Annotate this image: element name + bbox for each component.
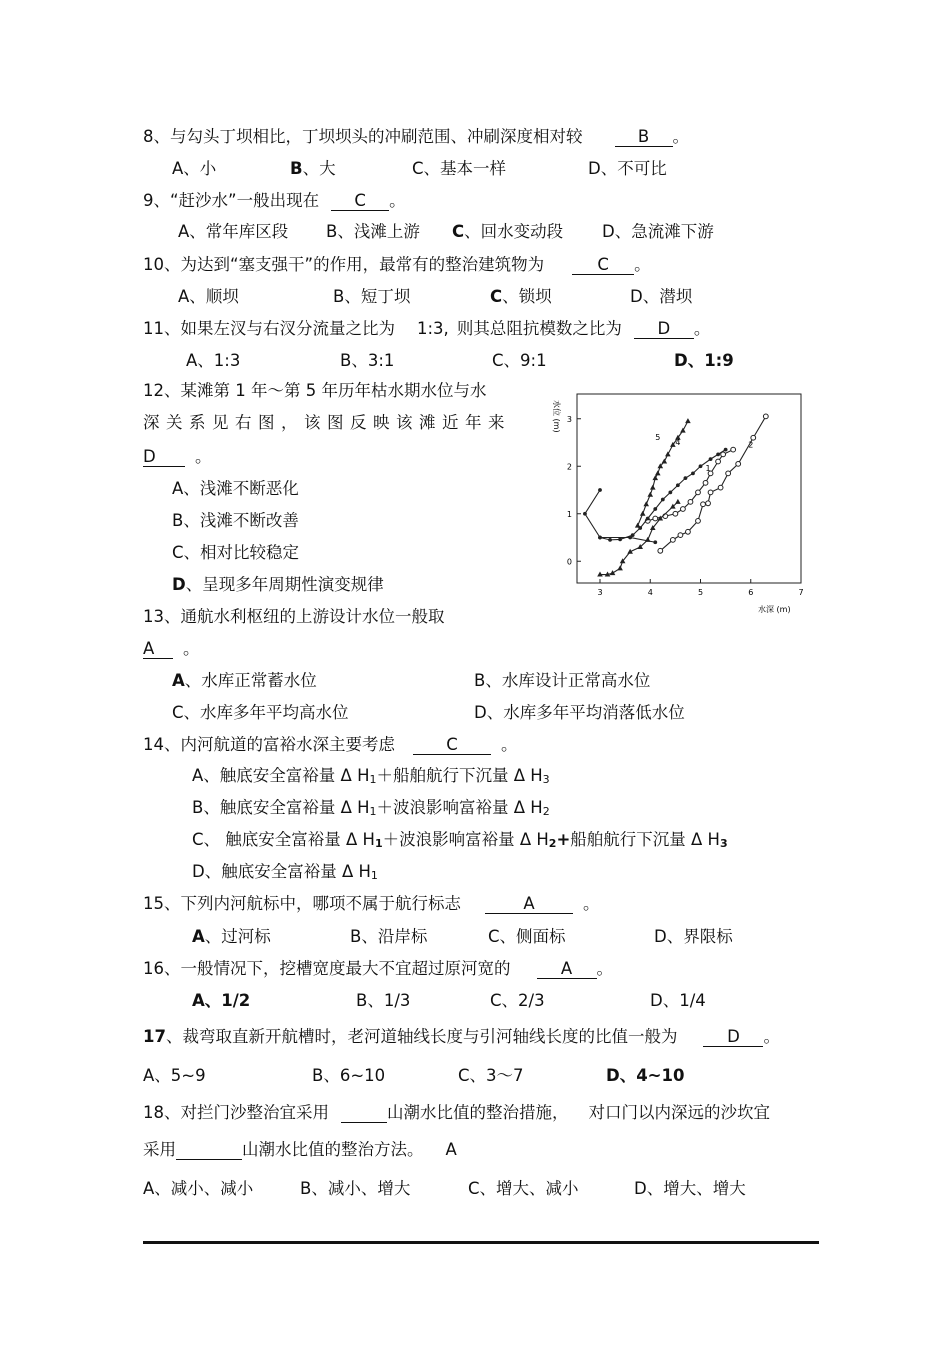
x-tick-label-4: 4: [647, 588, 653, 597]
series-3-line: [600, 502, 678, 575]
q11-option-d: D、1:9: [674, 351, 734, 370]
series-4-point: [646, 517, 650, 521]
series-1-point: [731, 447, 736, 452]
q12-option-c: C、相对比较稳定: [172, 543, 300, 562]
series-2-point: [670, 537, 675, 542]
q8-stem: [143, 126, 689, 148]
q14-option-a: A、触底安全富裕量 Δ $H_1+$船舶航行下沉量 Δ $H_3$: [192, 766, 550, 786]
q17-option-c: C、3～7: [458, 1066, 524, 1085]
series-5-point: [650, 485, 656, 490]
series-1-point: [716, 459, 721, 464]
series-2-point: [706, 501, 711, 506]
series-2-point: [678, 533, 683, 538]
series-extra-5-point: [598, 536, 602, 540]
q8-answer: B: [615, 128, 673, 147]
q14-option-c: C、 触底安全富裕量 Δ $H_1+$波浪影响富裕量 Δ $H_2+$船舶航行下沉量 Δ $H_3$: [192, 830, 728, 850]
q8-option-b: B、大: [290, 159, 336, 178]
q12-answer: D: [143, 448, 185, 467]
q14-stem: 14、内河航道的富裕水深主要考虑 C 。: [143, 735, 518, 754]
footer-rule: [143, 1241, 819, 1244]
q10-answer: C: [572, 256, 634, 275]
q11-option-a: A、1:3: [186, 351, 241, 370]
q18-line2: 采用 山潮水比值的整治方法。 A: [143, 1140, 457, 1159]
water-level-depth-chart: [540, 388, 820, 623]
q15-answer: A: [485, 895, 573, 914]
series-1-point: [653, 516, 658, 521]
series-2-point: [736, 461, 741, 466]
series-4-point: [653, 507, 657, 511]
series-4-point: [699, 464, 703, 468]
q8-option-a: A、小: [172, 159, 217, 178]
series-4-point: [724, 448, 728, 452]
series-extra-5-point: [653, 540, 657, 544]
q13-option-d: D、水库多年平均消落低水位: [474, 703, 685, 722]
q13-option-c: C、水库多年平均高水位: [172, 703, 349, 722]
series-1-point: [673, 511, 678, 516]
q11-stem: 11、如果左汊与右汊分流量之比为 1:3, 则其总阻抗模数之比为 D 。: [143, 319, 711, 338]
series-1-point: [696, 490, 701, 495]
q10-option-a: A、顺坝: [178, 287, 239, 306]
q13-option-a: A、水库正常蓄水位: [172, 671, 317, 690]
series-extra-5-point: [598, 488, 602, 492]
q12-line2: 深关系见右图，该图反映该滩近年来: [143, 413, 511, 432]
x-tick-label-6: 6: [748, 588, 754, 597]
q11-option-c: C、9:1: [492, 351, 547, 370]
q17-stem: 17、裁弯取直新开航槽时，老河道轴线长度与引河轴线长度的比值一般为 D 。: [143, 1027, 780, 1046]
series-3-point: [617, 565, 623, 570]
series-4-point: [668, 490, 672, 494]
q10-stem: 10、为达到“塞支强干”的作用，最常有的整治建筑物为 C 。: [143, 255, 651, 274]
y-axis-label: 水位 (m): [552, 400, 561, 433]
q16-option-c: C、2/3: [490, 991, 545, 1010]
q14-option-b: B、触底安全富裕量 Δ $H_1+$波浪影响富裕量 Δ $H_2$: [192, 798, 550, 818]
series-5-point: [643, 501, 649, 506]
q15-option-c: C、侧面标: [488, 927, 566, 946]
series-5-point: [655, 470, 661, 475]
q18-option-d: D、增大、增大: [634, 1179, 746, 1198]
q11-option-b: B、3:1: [340, 351, 395, 370]
q18-option-a: A、减小、减小: [143, 1179, 254, 1198]
x-axis-label: 水深 (m): [758, 605, 791, 614]
series-5-point: [665, 451, 671, 456]
series-label-5: 5: [655, 433, 661, 443]
x-tick-label-5: 5: [697, 588, 704, 597]
q9-option-b: B、浅滩上游: [326, 222, 420, 241]
q9-stem: 9、“赶沙水”一般出现在 C 。: [143, 191, 406, 210]
q16-option-b: B、1/3: [356, 991, 411, 1010]
series-5-point: [680, 428, 686, 433]
series-2-point: [726, 471, 731, 476]
q12-option-a: A、浅滩不断恶化: [172, 479, 299, 498]
series-2-point: [763, 414, 768, 419]
y-tick-label-1: 1: [566, 509, 572, 519]
series-5-point: [662, 459, 668, 464]
q12-option-d: D、呈现多年周期性演变规律: [172, 575, 384, 594]
q8-end: 。: [672, 127, 689, 146]
q9-option-d: D、急流滩下游: [602, 222, 714, 241]
series-4-point: [608, 538, 612, 542]
q18-option-b: B、减小、增大: [300, 1179, 411, 1198]
q18-blank-2: [176, 1141, 242, 1160]
q9-option-a: A、常年库区段: [178, 222, 289, 241]
q10-option-d: D、潜坝: [630, 287, 693, 306]
series-2-point: [696, 518, 701, 523]
series-3-point: [610, 570, 616, 575]
series-label-4: 4: [675, 437, 681, 447]
series-2-point: [686, 529, 691, 534]
series-extra-5-line: [585, 490, 655, 542]
q18-blank-1: [341, 1104, 387, 1123]
q9-option-c: C、回水变动段: [452, 222, 564, 241]
q15-option-a: A、过河标: [192, 927, 271, 946]
series-5-point: [685, 418, 691, 423]
q17-option-b: B、6~10: [312, 1066, 386, 1085]
series-2-line: [660, 416, 766, 550]
q9-answer: C: [331, 192, 389, 211]
series-4-point: [716, 452, 720, 456]
q17-option-a: A、5~9: [143, 1066, 206, 1085]
q8-option-c: C、基本一样: [412, 159, 507, 178]
series-label-2: 2: [748, 440, 754, 450]
q15-option-d: D、界限标: [654, 927, 733, 946]
q16-option-a: A、1/2: [192, 991, 251, 1010]
series-2-point: [658, 548, 663, 553]
q17-answer: D: [703, 1028, 763, 1047]
q12-answer-line: D 。: [143, 447, 212, 466]
x-tick-label-7: 7: [798, 588, 804, 597]
q8-text: 8、与勾头丁坝相比，丁坝坝头的冲刷范围、冲刷深度相对较: [143, 127, 583, 146]
series-5-point: [640, 511, 646, 516]
q15-option-b: B、沿岸标: [350, 927, 428, 946]
series-extra-5-point: [628, 536, 632, 540]
q13-stem: 13、通航水利枢纽的上游设计水位一般取: [143, 607, 445, 626]
q13-option-b: B、水库设计正常高水位: [474, 671, 651, 690]
series-extra-5-point: [583, 512, 587, 516]
q12-option-b: B、浅滩不断改善: [172, 511, 299, 530]
series-4-point: [661, 498, 665, 502]
q15-stem: 15、下列内河航标中，哪项不属于航行标志 A 。: [143, 894, 600, 913]
series-4-point: [618, 538, 622, 542]
q10-option-c: C、锁坝: [490, 287, 552, 306]
series-5-point: [652, 475, 658, 480]
series-3-point: [675, 499, 681, 504]
y-tick-label-2: 2: [566, 462, 572, 472]
y-tick-label-3: 3: [566, 414, 572, 424]
y-tick-label-0: 0: [566, 557, 572, 567]
series-2-point: [701, 502, 706, 507]
series-1-point: [681, 507, 686, 512]
q12-line1: 12、某滩第 1 年～第 5 年历年枯水期水位与水: [143, 381, 487, 400]
q17-option-d: D、4~10: [606, 1066, 685, 1085]
q8-option-d: D、不可比: [588, 159, 667, 178]
series-2-point: [708, 490, 713, 495]
q13-answer: A: [143, 640, 173, 659]
q13-answer-line: A 。: [143, 639, 200, 658]
q16-option-d: D、1/4: [650, 991, 706, 1010]
series-5-point: [635, 523, 641, 528]
series-5-point: [647, 492, 653, 497]
series-4-point: [691, 471, 695, 475]
q18-option-c: C、增大、减小: [468, 1179, 579, 1198]
q16-answer: A: [537, 960, 597, 979]
series-2-point: [718, 485, 723, 490]
q10-option-b: B、短丁坝: [333, 287, 411, 306]
x-tick-label-3: 3: [597, 588, 603, 597]
q11-answer: D: [634, 320, 694, 339]
q18-answer: A: [445, 1140, 457, 1159]
series-4-point: [676, 483, 680, 487]
series-1-point: [688, 499, 693, 504]
series-4-point: [684, 476, 688, 480]
series-label-1: 1: [705, 464, 711, 473]
q16-stem: 16、一般情况下，挖槽宽度最大不宜超过原河宽的 A 。: [143, 959, 613, 978]
q18-line1: 18、对拦门沙整治宜采用 山潮水比值的整治措施， 对口门以内深远的沙坎宜: [143, 1103, 770, 1122]
series-4-point: [709, 457, 713, 461]
q14-option-d: D、触底安全富裕量 Δ $H_1$: [192, 862, 378, 882]
series-1-point: [703, 480, 708, 485]
q14-answer: C: [413, 736, 491, 755]
